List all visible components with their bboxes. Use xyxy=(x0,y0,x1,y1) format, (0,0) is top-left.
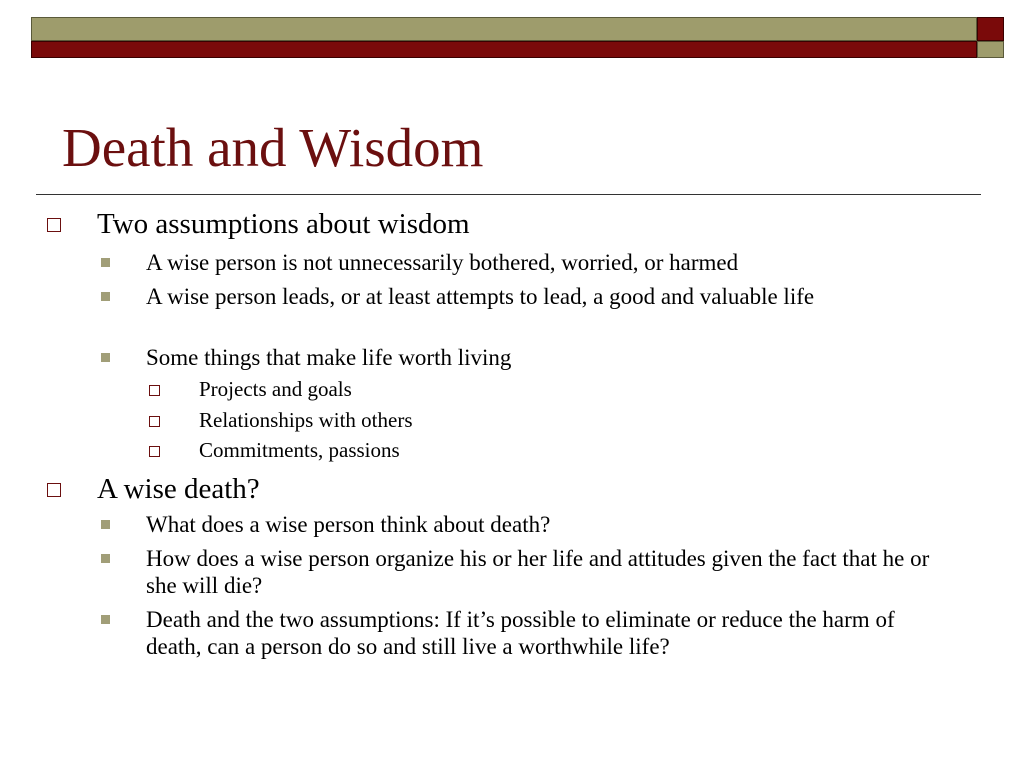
solid-square-bullet-icon xyxy=(101,554,110,563)
bullet-level2: What does a wise person think about death? xyxy=(146,512,551,537)
header-band-maroon xyxy=(31,41,977,58)
bullet-level3: Relationships with others xyxy=(199,408,413,432)
bullet-level2: A wise person is not unnecessarily bothered, worried, or harmed xyxy=(146,250,739,275)
solid-square-bullet-icon xyxy=(101,520,110,529)
bullet-level2: How does a wise person organize his or her life and attitudes given the fact that he or she will die? xyxy=(146,546,930,598)
header-square-maroon xyxy=(977,17,1004,41)
bullet-level3: Commitments, passions xyxy=(199,438,400,462)
bullet-level1: A wise death? xyxy=(97,473,260,505)
solid-square-bullet-icon xyxy=(101,292,110,301)
header-square-olive xyxy=(977,41,1004,58)
bullet-level3: Projects and goals xyxy=(199,377,352,401)
hollow-square-bullet-icon xyxy=(149,416,160,427)
hollow-square-bullet-icon xyxy=(47,483,61,497)
title-divider xyxy=(36,194,981,195)
bullet-level1: Two assumptions about wisdom xyxy=(97,208,470,240)
bullet-level2: Some things that make life worth living xyxy=(146,345,512,370)
header-band-olive xyxy=(31,17,977,41)
solid-square-bullet-icon xyxy=(101,258,110,267)
slide-title: Death and Wisdom xyxy=(62,117,484,178)
bullet-level2: Death and the two assumptions: If it’s possible to eliminate or reduce the harm of death, can a person do so and still live a worthwhile life? xyxy=(146,607,895,659)
bullet-level2: A wise person leads, or at least attempts to lead, a good and valuable life xyxy=(146,284,815,309)
hollow-square-bullet-icon xyxy=(149,446,160,457)
hollow-square-bullet-icon xyxy=(47,218,61,232)
solid-square-bullet-icon xyxy=(101,615,110,624)
hollow-square-bullet-icon xyxy=(149,385,160,396)
solid-square-bullet-icon xyxy=(101,353,110,362)
